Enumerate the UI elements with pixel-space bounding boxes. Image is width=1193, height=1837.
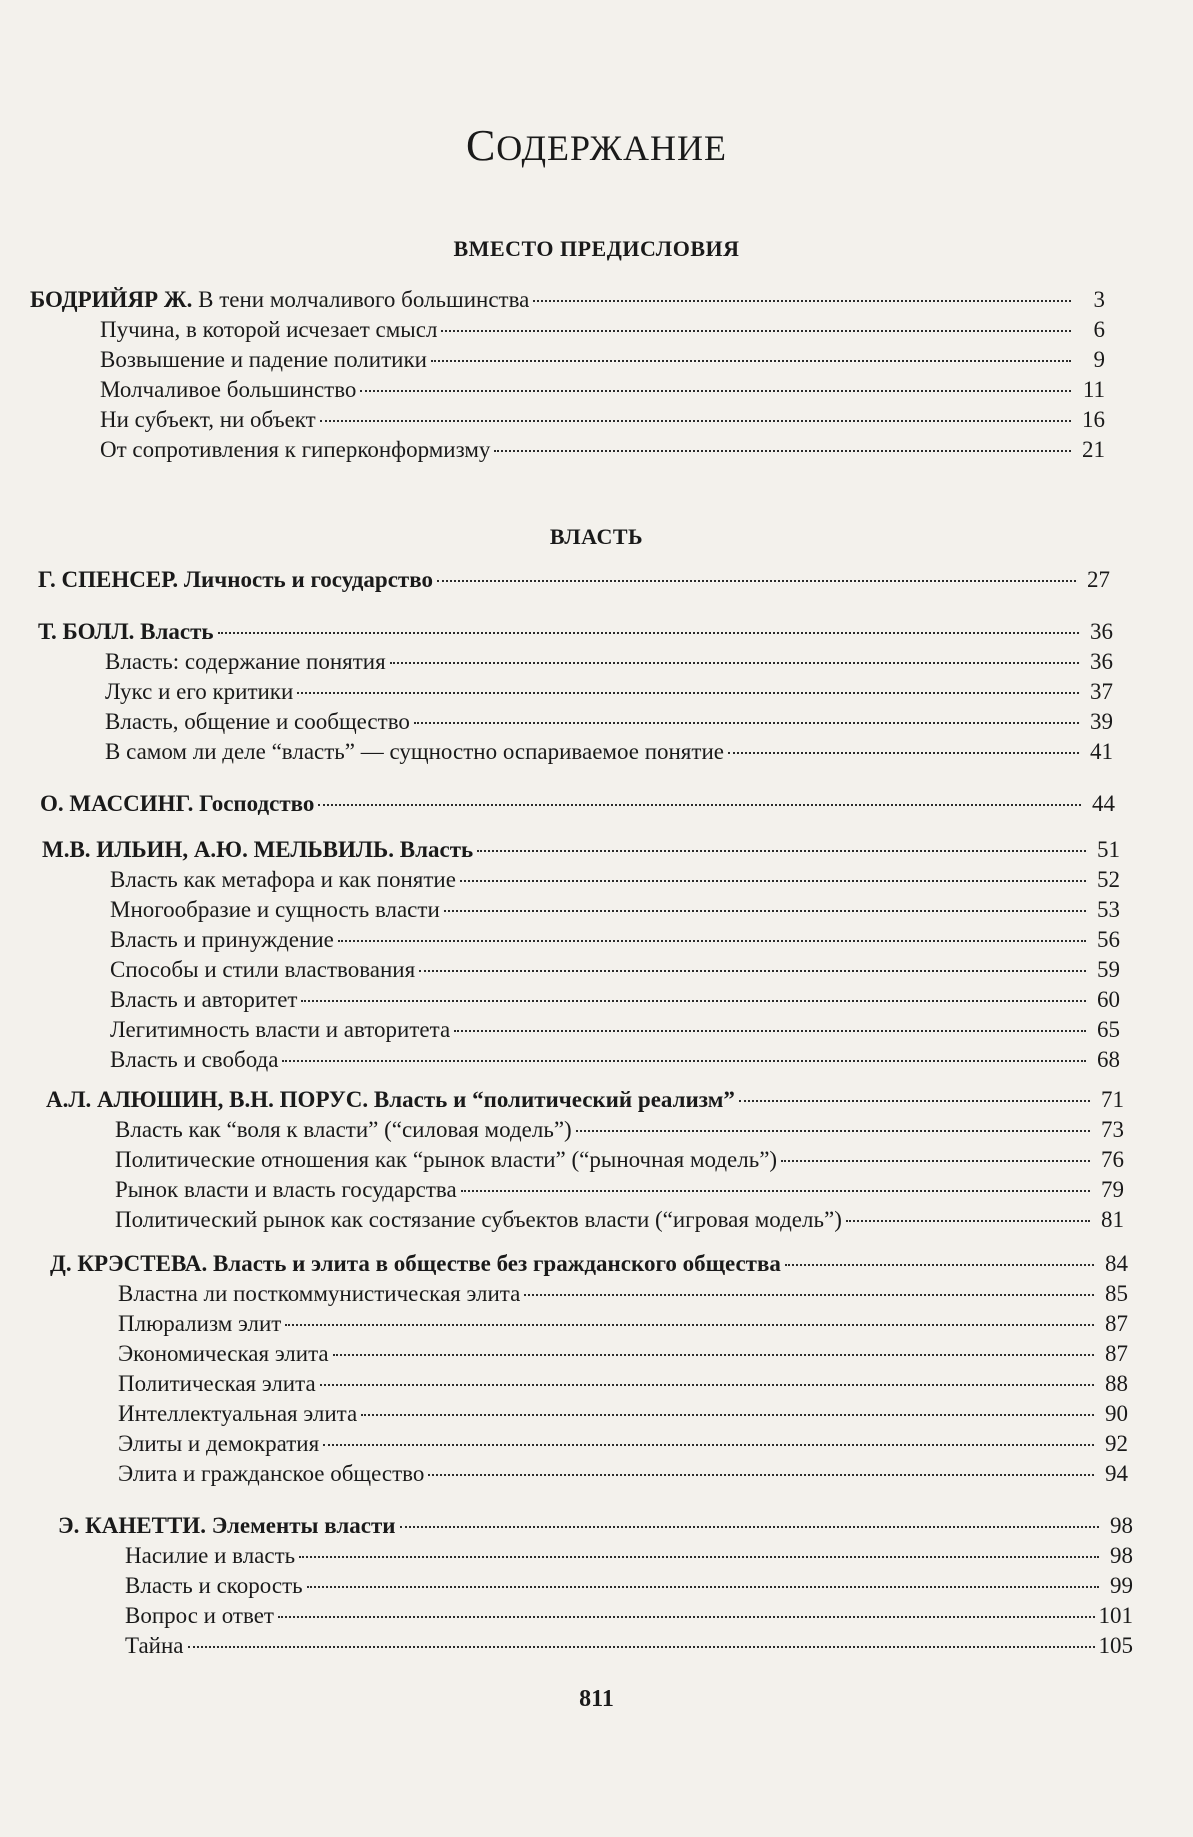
subsection-title: Власть и авторитет — [110, 987, 298, 1012]
page-number: 101 — [1098, 1603, 1133, 1628]
dot-leader — [419, 970, 1086, 972]
author-name: Т. БОЛЛ. — [38, 619, 135, 644]
dot-leader — [390, 662, 1079, 664]
toc-entry-subsection[interactable] — [100, 406, 1105, 434]
dot-leader — [444, 910, 1086, 912]
dot-leader — [785, 1264, 1094, 1266]
page-number: 76 — [1101, 1147, 1124, 1172]
author-name: Э. КАНЕТТИ. — [58, 1513, 206, 1538]
dot-leader — [188, 1646, 1095, 1648]
toc-entry-subsection[interactable] — [118, 1310, 1128, 1338]
page-number: 60 — [1097, 987, 1120, 1012]
author-name: М.В. ИЛЬИН, А.Ю. МЕЛЬВИЛЬ. — [42, 837, 394, 862]
dot-leader — [301, 1000, 1086, 1002]
subsection-title: Власть как “воля к власти” (“силовая модель”) — [115, 1117, 572, 1142]
toc-entry-author[interactable] — [50, 1250, 1128, 1278]
page-number: 39 — [1090, 709, 1113, 734]
page-number: 87 — [1105, 1341, 1128, 1366]
subsection-title: Лукс и его критики — [105, 679, 294, 704]
subsection-title: Легитимность власти и авторитета — [110, 1017, 451, 1042]
toc-entry-subsection[interactable] — [125, 1542, 1133, 1570]
toc-entry-author[interactable] — [46, 1086, 1124, 1114]
subsection-title: Насилие и власть — [125, 1543, 296, 1568]
dot-leader — [728, 752, 1079, 754]
toc-entry-subsection[interactable] — [100, 316, 1105, 344]
page-number: 59 — [1097, 957, 1120, 982]
page-number: 21 — [1082, 437, 1105, 462]
author-name: Д. КРЭСТЕВА. — [50, 1251, 208, 1276]
dot-leader — [400, 1526, 1099, 1528]
dot-leader — [299, 1556, 1099, 1558]
dot-leader — [846, 1220, 1090, 1222]
subsection-title: Политическая элита — [118, 1371, 316, 1396]
toc-entry-subsection[interactable] — [110, 1016, 1120, 1044]
toc-entry-subsection[interactable] — [110, 896, 1120, 924]
subsection-title: Рынок власти и власть государства — [115, 1177, 457, 1202]
subsection-title: Власть как метафора и как понятие — [110, 867, 456, 892]
dot-leader — [437, 580, 1076, 582]
dot-leader — [218, 632, 1079, 634]
dot-leader — [428, 1474, 1094, 1476]
toc-entry-subsection[interactable] — [115, 1206, 1124, 1234]
dot-leader — [320, 420, 1071, 422]
work-title: Власть — [394, 837, 474, 862]
subsection-title: Интеллектуальная элита — [118, 1401, 358, 1426]
page-number: 6 — [1093, 317, 1105, 342]
page-number: 3 — [1093, 287, 1105, 312]
toc-entry-subsection[interactable] — [100, 436, 1105, 464]
dot-leader — [431, 360, 1071, 362]
dot-leader — [460, 880, 1086, 882]
subsection-title: Тайна — [125, 1633, 184, 1658]
page-number: 71 — [1101, 1087, 1124, 1112]
toc-entry-subsection[interactable] — [118, 1340, 1128, 1368]
author-name: Г. СПЕНСЕР. — [38, 567, 179, 592]
subsection-title: Вопрос и ответ — [125, 1603, 274, 1628]
page-number: 65 — [1097, 1017, 1120, 1042]
author-name: О. МАССИНГ. — [40, 791, 194, 816]
dot-leader — [781, 1160, 1090, 1162]
page-number: 99 — [1110, 1573, 1133, 1598]
page-number: 92 — [1105, 1431, 1128, 1456]
dot-leader — [278, 1616, 1095, 1618]
subsection-title: Власть и принуждение — [110, 927, 334, 952]
page-number: 41 — [1090, 739, 1113, 764]
work-title: Личность и государство — [178, 567, 433, 592]
subsection-title: Власть и скорость — [125, 1573, 303, 1598]
toc-entry-subsection[interactable] — [118, 1400, 1128, 1428]
dot-leader — [318, 804, 1081, 806]
page-number: 81 — [1101, 1207, 1124, 1232]
work-title: Власть — [134, 619, 214, 644]
dot-leader — [285, 1324, 1094, 1326]
page-number: 37 — [1090, 679, 1113, 704]
dot-leader — [307, 1586, 1099, 1588]
toc-entry-subsection[interactable] — [118, 1370, 1128, 1398]
dot-leader — [576, 1130, 1090, 1132]
subsection-title: Политические отношения как “рынок власти” (“рыночная модель”) — [115, 1147, 778, 1172]
subsection-title: Многообразие и сущность власти — [110, 897, 440, 922]
page-number: 94 — [1105, 1461, 1128, 1486]
dot-leader — [494, 450, 1071, 452]
toc-entry-subsection[interactable] — [115, 1176, 1124, 1204]
toc-entry-subsection[interactable] — [115, 1146, 1124, 1174]
subsection-title: Власть: содержание понятия — [105, 649, 386, 674]
toc-entry-subsection[interactable] — [110, 866, 1120, 894]
toc-entry-subsection[interactable] — [118, 1430, 1128, 1458]
toc-entry-author[interactable] — [38, 566, 1110, 594]
subsection-title: Молчаливое большинство — [100, 377, 357, 402]
page-number: 9 — [1093, 347, 1105, 372]
page-number: 51 — [1097, 837, 1120, 862]
subsection-title: Элиты и демократия — [118, 1431, 320, 1456]
toc-entry-subsection[interactable] — [125, 1572, 1133, 1600]
page-title: СОДЕРЖАНИЕ — [465, 121, 728, 170]
toc-entry-author[interactable] — [40, 790, 1115, 818]
page-number: 27 — [1087, 567, 1110, 592]
page-number: 90 — [1105, 1401, 1128, 1426]
page-number: 105 — [1098, 1633, 1133, 1658]
work-title: Элементы власти — [205, 1513, 396, 1538]
dot-leader — [739, 1100, 1090, 1102]
author-name: БОДРИЙЯР Ж. — [30, 287, 193, 312]
work-title: В тени молчаливого большинства — [192, 287, 530, 312]
page-number: 85 — [1105, 1281, 1128, 1306]
toc-entry-subsection[interactable] — [110, 926, 1120, 954]
page-number: 84 — [1105, 1251, 1128, 1276]
toc-entry-subsection[interactable] — [118, 1460, 1128, 1488]
toc-entry-author[interactable] — [58, 1512, 1133, 1540]
dot-leader — [533, 300, 1071, 302]
page-number: 16 — [1082, 407, 1105, 432]
page-number: 44 — [1092, 791, 1115, 816]
page-number: 36 — [1090, 619, 1113, 644]
dot-leader — [297, 692, 1079, 694]
work-title: Власть и элита в обществе без гражданского общества — [207, 1251, 781, 1276]
author-name: А.Л. АЛЮШИН, В.Н. ПОРУС. — [46, 1087, 369, 1112]
subsection-title: Способы и стили властвования — [110, 957, 416, 982]
subsection-title: От сопротивления к гиперконформизму — [100, 437, 491, 462]
subsection-title: Пучина, в которой исчезает смысл — [100, 317, 438, 342]
toc-entry-subsection[interactable] — [105, 738, 1113, 766]
dot-leader — [282, 1060, 1086, 1062]
toc-entry-subsection[interactable] — [115, 1116, 1124, 1144]
subsection-title: Элита и гражданское общество — [118, 1461, 425, 1486]
dot-leader — [323, 1444, 1094, 1446]
dot-leader — [361, 1414, 1094, 1416]
page-number: 88 — [1105, 1371, 1128, 1396]
toc-entry-subsection[interactable] — [110, 956, 1120, 984]
toc-entry-subsection[interactable] — [105, 648, 1113, 676]
dot-leader — [333, 1354, 1094, 1356]
dot-leader — [414, 722, 1079, 724]
dot-leader — [477, 850, 1086, 852]
toc-entry-author[interactable] — [30, 286, 1105, 314]
subsection-title: Ни субъект, ни объект — [100, 407, 316, 432]
toc-entry-subsection[interactable] — [100, 376, 1105, 404]
subsection-title: Экономическая элита — [118, 1341, 329, 1366]
page-number: 87 — [1105, 1311, 1128, 1336]
page-number: 68 — [1097, 1047, 1120, 1072]
dot-leader — [441, 330, 1071, 332]
toc-entry-subsection[interactable] — [100, 346, 1105, 374]
subsection-title: Плюрализм элит — [118, 1311, 282, 1336]
section-heading-power: ВЛАСТЬ — [549, 524, 644, 549]
toc-entry-subsection[interactable] — [125, 1632, 1133, 1660]
page-number: 98 — [1110, 1543, 1133, 1568]
page-number: 79 — [1101, 1177, 1124, 1202]
dot-leader — [320, 1384, 1094, 1386]
work-title: Власть и “политический реализм” — [368, 1087, 735, 1112]
page-folio: 811 — [579, 1686, 614, 1712]
page-number: 56 — [1097, 927, 1120, 952]
page-number: 98 — [1110, 1513, 1133, 1538]
toc-entry-subsection[interactable] — [110, 1046, 1120, 1074]
toc-entry-author[interactable] — [42, 836, 1120, 864]
toc-entry-author[interactable] — [38, 618, 1113, 646]
toc-entry-subsection[interactable] — [110, 986, 1120, 1014]
toc-entry-subsection[interactable] — [105, 708, 1113, 736]
page-number: 73 — [1101, 1117, 1124, 1142]
dot-leader — [338, 940, 1086, 942]
dot-leader — [461, 1190, 1090, 1192]
subsection-title: Возвышение и падение политики — [100, 347, 427, 372]
page-number: 36 — [1090, 649, 1113, 674]
dot-leader — [360, 390, 1071, 392]
dot-leader — [524, 1294, 1094, 1296]
subsection-title: Власть, общение и сообщество — [105, 709, 410, 734]
page-number: 53 — [1097, 897, 1120, 922]
subsection-title: Властна ли посткоммунистическая элита — [118, 1281, 521, 1306]
subsection-title: Власть и свобода — [110, 1047, 279, 1072]
toc-entry-subsection[interactable] — [118, 1280, 1128, 1308]
dot-leader — [454, 1030, 1086, 1032]
page-number: 52 — [1097, 867, 1120, 892]
subsection-title: В самом ли деле “власть” — сущностно оспариваемое понятие — [105, 739, 724, 764]
toc-entry-subsection[interactable] — [125, 1602, 1133, 1630]
subsection-title: Политический рынок как состязание субъектов власти (“игровая модель”) — [115, 1207, 842, 1232]
work-title: Господство — [193, 791, 315, 816]
toc-entry-subsection[interactable] — [105, 678, 1113, 706]
page-number: 11 — [1082, 377, 1105, 402]
section-heading-preface: ВМЕСТО ПРЕДИСЛОВИЯ — [453, 236, 740, 261]
